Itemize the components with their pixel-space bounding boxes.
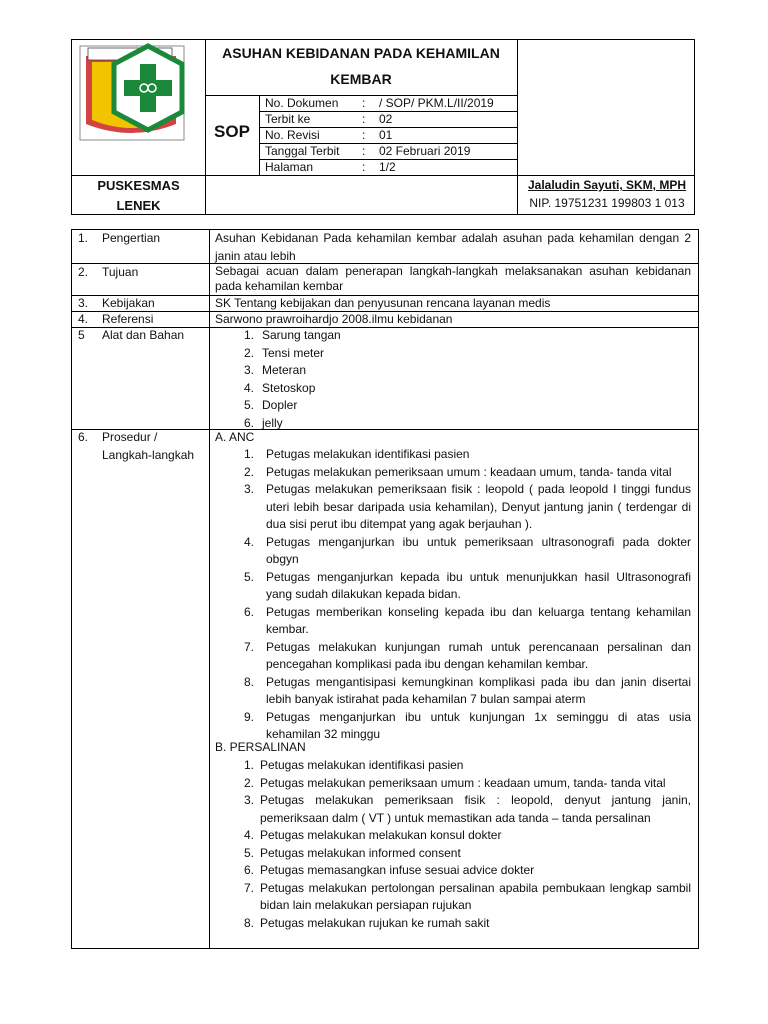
item-text: Tensi meter (262, 345, 325, 360)
meta-row (259, 143, 517, 159)
procedure-step (236, 446, 691, 464)
meta-colon: : (362, 128, 366, 142)
procedure-step (236, 862, 691, 880)
step-text: Petugas melakukan informed consent (260, 845, 461, 860)
section-text: SK Tentang kebijakan dan penyusunan rencana layanan medis (215, 296, 551, 310)
section-label: Pengertian (102, 231, 161, 245)
step-text: Petugas mengantisipasi kemungkinan komplikasi pada ibu dan janin disertai lebih banyak istirahat pada kehamilan 7 bulan sampai aterm (266, 674, 691, 706)
procedure-step (236, 880, 691, 915)
step-text: Petugas memberikan konseling kepada ibu dan keluarga tentang kehamilan kembar. (266, 604, 691, 636)
step-number: 4. (243, 534, 254, 549)
section-number: 4. (78, 312, 89, 326)
meta-label: No. Revisi (265, 128, 320, 142)
meta-row (259, 111, 517, 127)
step-number: 8. (243, 915, 254, 930)
procedure-step (236, 604, 691, 639)
step-number: 1. (243, 447, 254, 461)
persalinan-procedure-list (236, 757, 691, 932)
item-number: 4. (243, 380, 254, 395)
item-text: Stetoskop (262, 380, 316, 395)
section-number: 6. (78, 430, 89, 444)
item-text: jelly (262, 415, 283, 430)
puskesmas-logo (78, 42, 206, 146)
procedure-step (236, 674, 691, 709)
anc-procedure-list (236, 446, 691, 744)
step-text: Petugas memasangkan infuse sesuai advice dokter (260, 863, 535, 877)
section-label: Tujuan (102, 265, 139, 279)
puskesmas-line: PUSKESMAS (97, 178, 180, 193)
procedure-step (236, 569, 691, 604)
step-number: 5. (243, 845, 254, 860)
meta-value: 1/2 (379, 160, 396, 174)
item-number: 6. (243, 415, 254, 430)
meta-label: Terbit ke (265, 112, 311, 126)
procedure-step (236, 845, 691, 863)
meta-label: No. Dokumen (265, 96, 339, 110)
step-number: 5. (243, 569, 254, 584)
step-number: 3. (243, 793, 254, 807)
meta-value: 01 (379, 128, 393, 142)
procedure-step (236, 481, 691, 534)
title-line: KEMBAR (330, 71, 392, 87)
meta-value: / SOP/ PKM.L/II/2019 (379, 96, 494, 110)
signer-nip: NIP. 19751231 199803 1 013 (529, 196, 685, 210)
step-text: Petugas menganjurkan ibu untuk pemeriksaan ultrasonografi pada dokter obgyn (266, 534, 691, 566)
list-item (236, 415, 536, 433)
procedure-step (236, 827, 691, 845)
item-text: Dopler (262, 398, 298, 412)
item-text: Sarung tangan (262, 328, 341, 342)
meta-colon: : (362, 112, 366, 126)
item-text: Meteran (262, 363, 307, 377)
procedure-step (236, 775, 691, 793)
list-item (236, 397, 536, 415)
step-number: 7. (243, 639, 254, 654)
sop-label: SOP (214, 122, 250, 141)
section-text: Sarwono prawroihardjo 2008.ilmu kebidanan (215, 312, 453, 326)
step-text: Petugas melakukan identifikasi pasien (266, 447, 470, 461)
document-title (206, 40, 516, 92)
section-label-line: Langkah-langkah (102, 447, 195, 462)
section-label: Referensi (102, 312, 154, 326)
meta-label: Tanggal Terbit (265, 144, 340, 158)
step-text: Petugas melakukan pemeriksaan fisik : leopold, denyut jantung janin, pemeriksaan dalm ( VT ) untuk memastikan ada tanda – tanda persalinan (260, 793, 691, 825)
meta-row (259, 127, 517, 143)
step-number: 8. (243, 674, 254, 689)
item-number: 5. (243, 398, 254, 412)
item-number: 2. (243, 345, 254, 360)
meta-colon: : (362, 144, 366, 158)
item-number: 3. (243, 363, 254, 377)
step-number: 9. (243, 709, 254, 724)
column-divider (209, 229, 210, 949)
step-text: Petugas melakukan melakukan konsul dokter (260, 828, 502, 842)
section-label: Alat dan Bahan (102, 328, 185, 342)
step-number: 6. (243, 863, 254, 877)
step-number: 1. (243, 758, 254, 772)
procedure-step (236, 757, 691, 775)
subsection-heading: B. PERSALINAN (215, 740, 306, 754)
puskesmas-name (72, 176, 205, 216)
meta-colon: : (362, 96, 366, 110)
procedure-step (236, 792, 691, 827)
step-number: 2. (243, 464, 254, 479)
list-item (236, 345, 536, 363)
step-text: Petugas melakukan pemeriksaan umum : keadaan umum, tanda- tanda vital (260, 775, 666, 790)
step-number: 7. (243, 880, 254, 895)
section-label: Kebijakan (102, 296, 155, 310)
section-label (102, 429, 194, 464)
procedure-step (236, 534, 691, 569)
list-item (236, 362, 536, 380)
signer-name: Jalaludin Sayuti, SKM, MPH (527, 178, 687, 192)
step-text: Petugas melakukan pertolongan persalinan apabila pembukaan lengkap sambil bidan lain melakukan persiapan rujukan (260, 880, 691, 912)
section-number: 1. (78, 231, 89, 245)
step-text: Petugas melakukan kunjungan rumah untuk perencanaan persalinan dan pencegahan komplikasi pada ibu dengan kehamilan kembar. (266, 639, 691, 671)
step-text: Petugas melakukan identifikasi pasien (260, 758, 464, 772)
section-number: 3. (78, 296, 89, 310)
item-number: 1. (243, 328, 254, 342)
procedure-step (236, 915, 691, 933)
meta-label: Halaman (265, 160, 314, 174)
meta-value: 02 Februari 2019 (379, 144, 471, 158)
meta-row (259, 95, 517, 111)
list-item (236, 327, 536, 345)
step-text: Petugas menganjurkan ibu untuk kunjungan 1x seminggu di atas usia kehamilan 32 minggu (266, 709, 691, 741)
list-item (236, 380, 536, 398)
section-text: Sebagai acuan dalam penerapan langkah-langkah melaksanakan asuhan kebidanan pada kehamilan kembar (215, 264, 691, 293)
signature-block (518, 178, 696, 210)
step-text: Petugas melakukan rujukan ke rumah sakit (260, 915, 490, 930)
step-text: Petugas melakukan pemeriksaan umum : keadaan umum, tanda- tanda vital (266, 464, 672, 479)
procedure-step (236, 639, 691, 674)
section-text: Asuhan Kebidanan Pada kehamilan kembar adalah asuhan pada kehamilan dengan 2 janin atau lebih (215, 231, 691, 263)
procedure-step (236, 464, 691, 482)
step-number: 6. (243, 604, 254, 619)
step-number: 3. (243, 482, 254, 496)
meta-value: 02 (379, 112, 393, 126)
step-text: Petugas melakukan pemeriksaan fisik : leopold ( pada leopold I tinggi fundus uteri lebih besar daripada usia kehamilan), Denyut jantung janin ( terdengar di dua sisi perut ibu ditempat yang agak berjauhan ). (266, 482, 691, 531)
equipment-list (236, 327, 536, 432)
meta-colon: : (362, 160, 366, 174)
step-number: 2. (243, 775, 254, 790)
subsection-heading: A. ANC (215, 430, 255, 444)
section-label-line: Prosedur / (102, 430, 158, 444)
step-number: 4. (243, 828, 254, 842)
step-text: Petugas menganjurkan kepada ibu untuk menunjukkan hasil Ultrasonografi yang sudah dilakukan kepada bidan. (266, 569, 691, 601)
meta-row (259, 159, 517, 175)
title-line: ASUHAN KEBIDANAN PADA KEHAMILAN (222, 45, 500, 61)
section-number: 5 (78, 328, 85, 342)
puskesmas-line: LENEK (116, 198, 161, 213)
section-number: 2. (78, 265, 89, 279)
